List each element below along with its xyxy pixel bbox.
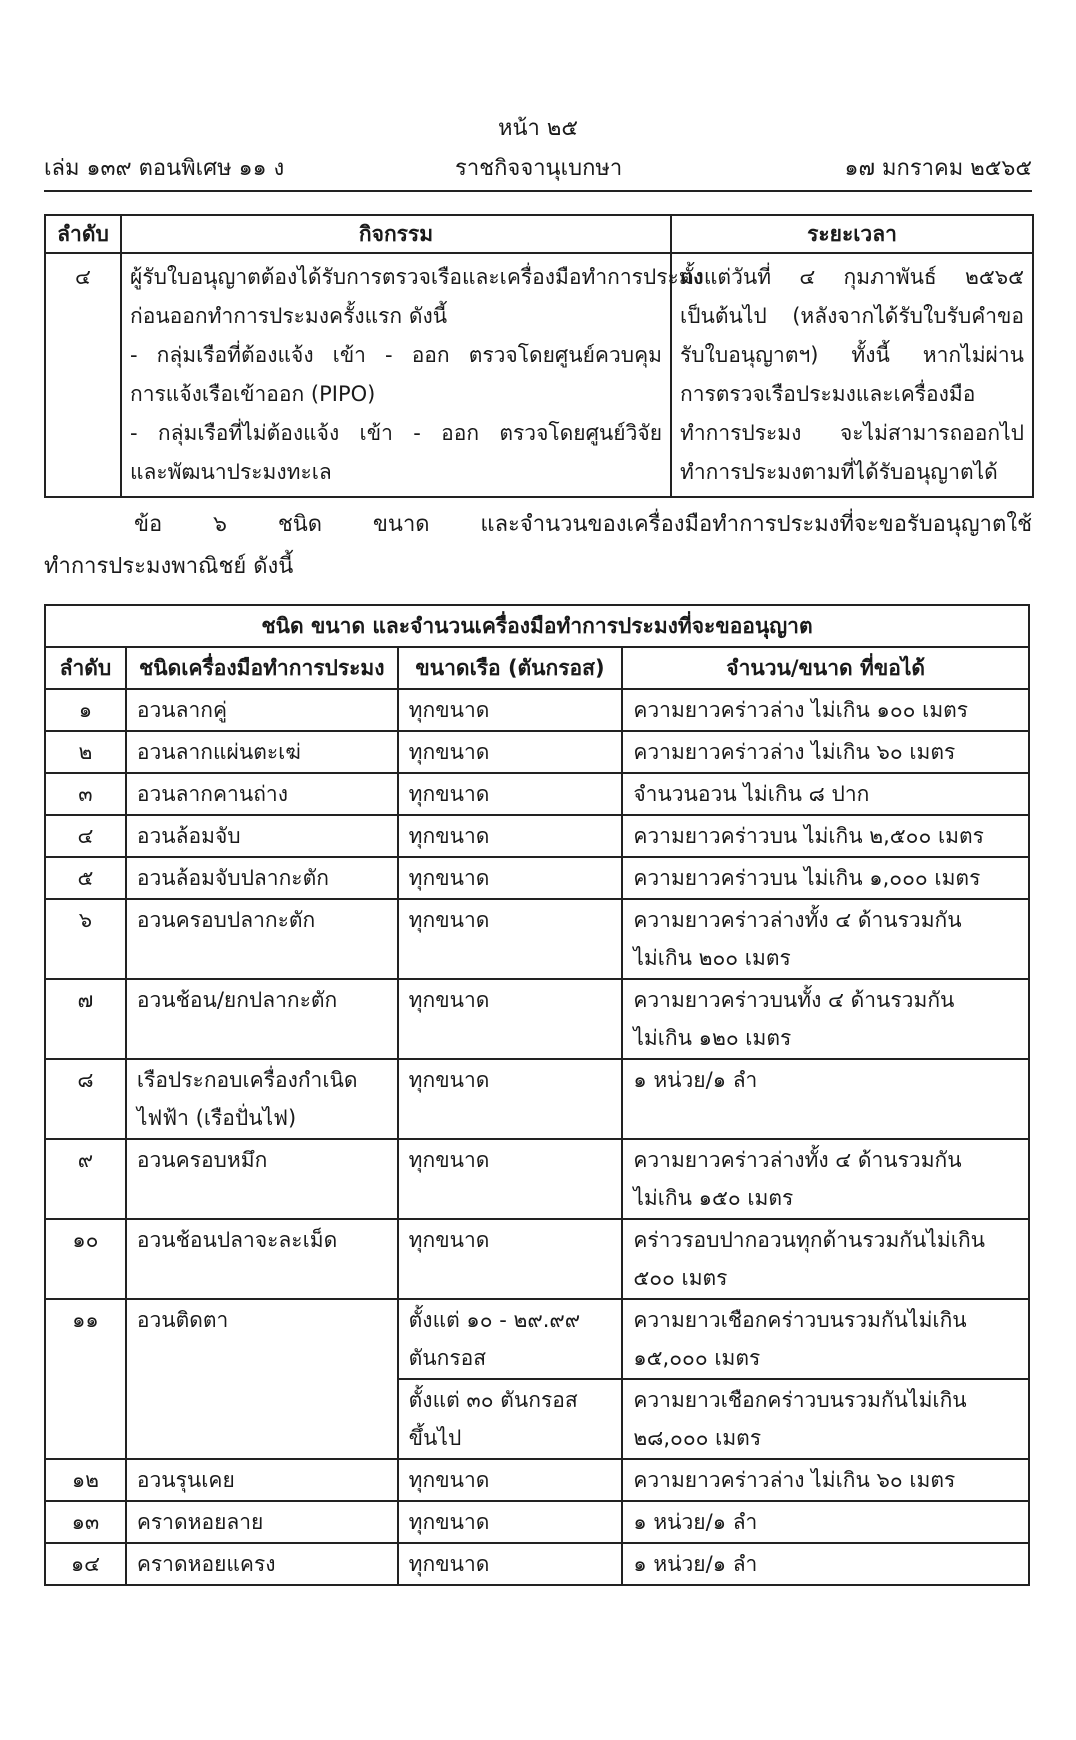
period-cell [671,253,1033,497]
qty-line: ๕๐๐ เมตร [633,1266,728,1290]
row-tool [126,1059,398,1139]
row-qty: ความยาวคร่าวล่าง ไม่เกิน ๖๐ เมตร [622,1459,1029,1501]
row-size [398,1299,623,1379]
row-tool: อวนช้อน/ยกปลากะตัก [126,979,398,1059]
qty-line: ไม่เกิน ๑๒๐ เมตร [633,1026,792,1050]
row-size: ทุกขนาด [398,689,623,731]
row-size: ทุกขนาด [398,899,623,979]
col-header-tool: ชนิดเครื่องมือทำการประมง [126,647,398,689]
table-row [45,773,1029,815]
qty-line: ๒๘,๐๐๐ เมตร [633,1426,762,1450]
period-line: เป็นต้นไป (หลังจากได้รับใบรับคำขอ [680,304,1024,328]
table-caption-row [45,605,1029,647]
row-tool: อวนติดตา [126,1299,398,1459]
row-qty: ความยาวคร่าวบน ไม่เกิน ๑,๐๐๐ เมตร [622,857,1029,899]
table-row [45,1139,1029,1219]
qty-line: ความยาวเชือกคร่าวบนรวมกันไม่เกิน [633,1388,967,1412]
tool-line: ไฟฟ้า (เรือปั่นไฟ) [136,1106,297,1130]
row-tool: อวนช้อนปลาจะละเม็ด [126,1219,398,1299]
activity-line: และพัฒนาประมงทะเล [130,460,332,484]
clause-6-line-1: ข้อ ๖ ชนิด ขนาด และจำนวนของเครื่องมือทำการประมงที่จะขอรับอนุญาตใช้ [134,512,1032,537]
fishing-gear-table [44,604,1030,1586]
row-no: ๑๐ [45,1219,126,1299]
table-row [45,253,1033,497]
header-divider [44,190,1032,192]
table-row [45,1299,1029,1379]
table-row [45,1459,1029,1501]
col-header-no: ลำดับ [45,647,126,689]
table-row [45,689,1029,731]
size-line: ตั้งแต่ ๓๐ ตันกรอส [408,1388,578,1412]
row-size: ทุกขนาด [398,1219,623,1299]
qty-line: ความยาวคร่าวล่างทั้ง ๔ ด้านรวมกัน [633,1148,962,1172]
row-size: ทุกขนาด [398,979,623,1059]
col-header-vessel-size: ขนาดเรือ (ตันกรอส) [398,647,623,689]
col-header-quantity: จำนวน/ขนาด ที่ขอได้ [622,647,1029,689]
row-size: ทุกขนาด [398,1059,623,1139]
row-tool: คราดหอยลาย [126,1501,398,1543]
table-row [45,1543,1029,1585]
row-no: ๖ [45,899,126,979]
col-header-activity: กิจกรรม [121,215,671,253]
size-line: ตั้งแต่ ๑๐ - ๒๙.๙๙ [408,1308,581,1332]
row-tool: อวนลากคู่ [126,689,398,731]
period-line: ทำการประมงตามที่ได้รับอนุญาตได้ [680,460,998,484]
row-tool: อวนล้อมจับปลากะตัก [126,857,398,899]
row-size: ทุกขนาด [398,1459,623,1501]
qty-line: คร่าวรอบปากอวนทุกด้านรวมกันไม่เกิน [633,1228,986,1252]
row-qty: จำนวนอวน ไม่เกิน ๘ ปาก [622,773,1029,815]
table-caption: ชนิด ขนาด และจำนวนเครื่องมือทำการประมงที่จะขออนุญาต [45,605,1029,647]
size-line: ขึ้นไป [408,1426,462,1450]
row-no: ๑๒ [45,1459,126,1501]
table-row [45,1219,1029,1299]
period-line: การตรวจเรือประมงและเครื่องมือ [680,382,976,406]
activity-line: การแจ้งเรือเข้าออก (PIPO) [130,382,376,406]
period-line: ทำการประมง จะไม่สามารถออกไป [680,421,1024,445]
activity-table [44,214,1034,498]
gazette-title: ราชกิจจานุเบกษา [455,156,623,181]
table-row [45,979,1029,1059]
activity-line: ก่อนออกทำการประมงครั้งแรก ดังนี้ [130,304,448,328]
row-qty: ความยาวคร่าวล่าง ไม่เกิน ๖๐ เมตร [622,731,1029,773]
activity-line: - กลุ่มเรือที่ต้องแจ้ง เข้า - ออก ตรวจโดยศูนย์ควบคุม [130,343,662,367]
row-no: ๒ [45,731,126,773]
col-header-period: ระยะเวลา [671,215,1033,253]
period-line: รับใบอนุญาตฯ) ทั้งนี้ หากไม่ผ่าน [680,343,1024,367]
row-tool: อวนครอบปลากะตัก [126,899,398,979]
table-row [45,1059,1029,1139]
row-tool: อวนลากคานถ่าง [126,773,398,815]
row-qty: ๑ หน่วย/๑ ลำ [622,1543,1029,1585]
row-no: ๑๓ [45,1501,126,1543]
row-no: ๙ [45,1139,126,1219]
row-tool: อวนรุนเคย [126,1459,398,1501]
size-line: ตันกรอส [408,1346,487,1370]
activity-table-header [45,215,1033,253]
row-qty [622,1219,1029,1299]
row-qty [622,899,1029,979]
row-qty: ความยาวคร่าวล่าง ไม่เกิน ๑๐๐ เมตร [622,689,1029,731]
row-tool: คราดหอยแครง [126,1543,398,1585]
activity-line: ผู้รับใบอนุญาตต้องได้รับการตรวจเรือและเครื่องมือทำการประมง [130,265,703,289]
row-no: ๔ [45,815,126,857]
qty-line: ความยาวเชือกคร่าวบนรวมกันไม่เกิน [633,1308,967,1332]
gazette-volume: เล่ม ๑๓๙ ตอนพิเศษ ๑๑ ง [44,156,285,181]
row-no: ๗ [45,979,126,1059]
qty-line: ความยาวคร่าวล่างทั้ง ๔ ด้านรวมกัน [633,908,962,932]
row-no: ๑๑ [45,1299,126,1459]
row-no: ๘ [45,1059,126,1139]
row-no: ๕ [45,857,126,899]
table-row [45,899,1029,979]
qty-line: ความยาวคร่าวบนทั้ง ๔ ด้านรวมกัน [633,988,955,1012]
activity-line: - กลุ่มเรือที่ไม่ต้องแจ้ง เข้า - ออก ตรวจโดยศูนย์วิจัย [130,421,662,445]
period-line: ตั้งแต่วันที่ ๔ กุมภาพันธ์ ๒๕๖๕ [680,265,1024,289]
clause-6-line-2: ทำการประมงพาณิชย์ ดังนี้ [44,554,294,579]
row-no: ๑๔ [45,1543,126,1585]
table-row [45,857,1029,899]
table-row [45,815,1029,857]
row-size: ทุกขนาด [398,815,623,857]
row-size: ทุกขนาด [398,1501,623,1543]
row-qty: ๑ หน่วย/๑ ลำ [622,1501,1029,1543]
gear-table-header [45,647,1029,689]
row-index: ๔ [45,253,121,497]
page-number: หน้า ๒๕ [497,116,579,141]
row-size: ทุกขนาด [398,857,623,899]
row-qty: ความยาวคร่าวบน ไม่เกิน ๒,๕๐๐ เมตร [622,815,1029,857]
row-qty [622,979,1029,1059]
row-tool: อวนลากแผ่นตะเฆ่ [126,731,398,773]
row-no: ๓ [45,773,126,815]
table-row [45,1501,1029,1543]
qty-line: ไม่เกิน ๒๐๐ เมตร [633,946,791,970]
row-no: ๑ [45,689,126,731]
row-qty: ๑ หน่วย/๑ ลำ [622,1059,1029,1139]
row-qty [622,1139,1029,1219]
activity-cell [121,253,703,497]
row-size [398,1379,623,1459]
row-size: ทุกขนาด [398,773,623,815]
tool-line: เรือประกอบเครื่องกำเนิด [136,1068,358,1092]
qty-line: ๑๕,๐๐๐ เมตร [633,1346,761,1370]
qty-line: ไม่เกิน ๑๕๐ เมตร [633,1186,794,1210]
row-qty [622,1299,1029,1379]
row-tool: อวนล้อมจับ [126,815,398,857]
row-size: ทุกขนาด [398,1543,623,1585]
col-header-index: ลำดับ [45,215,121,253]
row-size: ทุกขนาด [398,1139,623,1219]
row-size: ทุกขนาด [398,731,623,773]
row-tool: อวนครอบหมึก [126,1139,398,1219]
gazette-date: ๑๗ มกราคม ๒๕๖๕ [844,156,1032,181]
row-qty [622,1379,1029,1459]
table-row [45,731,1029,773]
